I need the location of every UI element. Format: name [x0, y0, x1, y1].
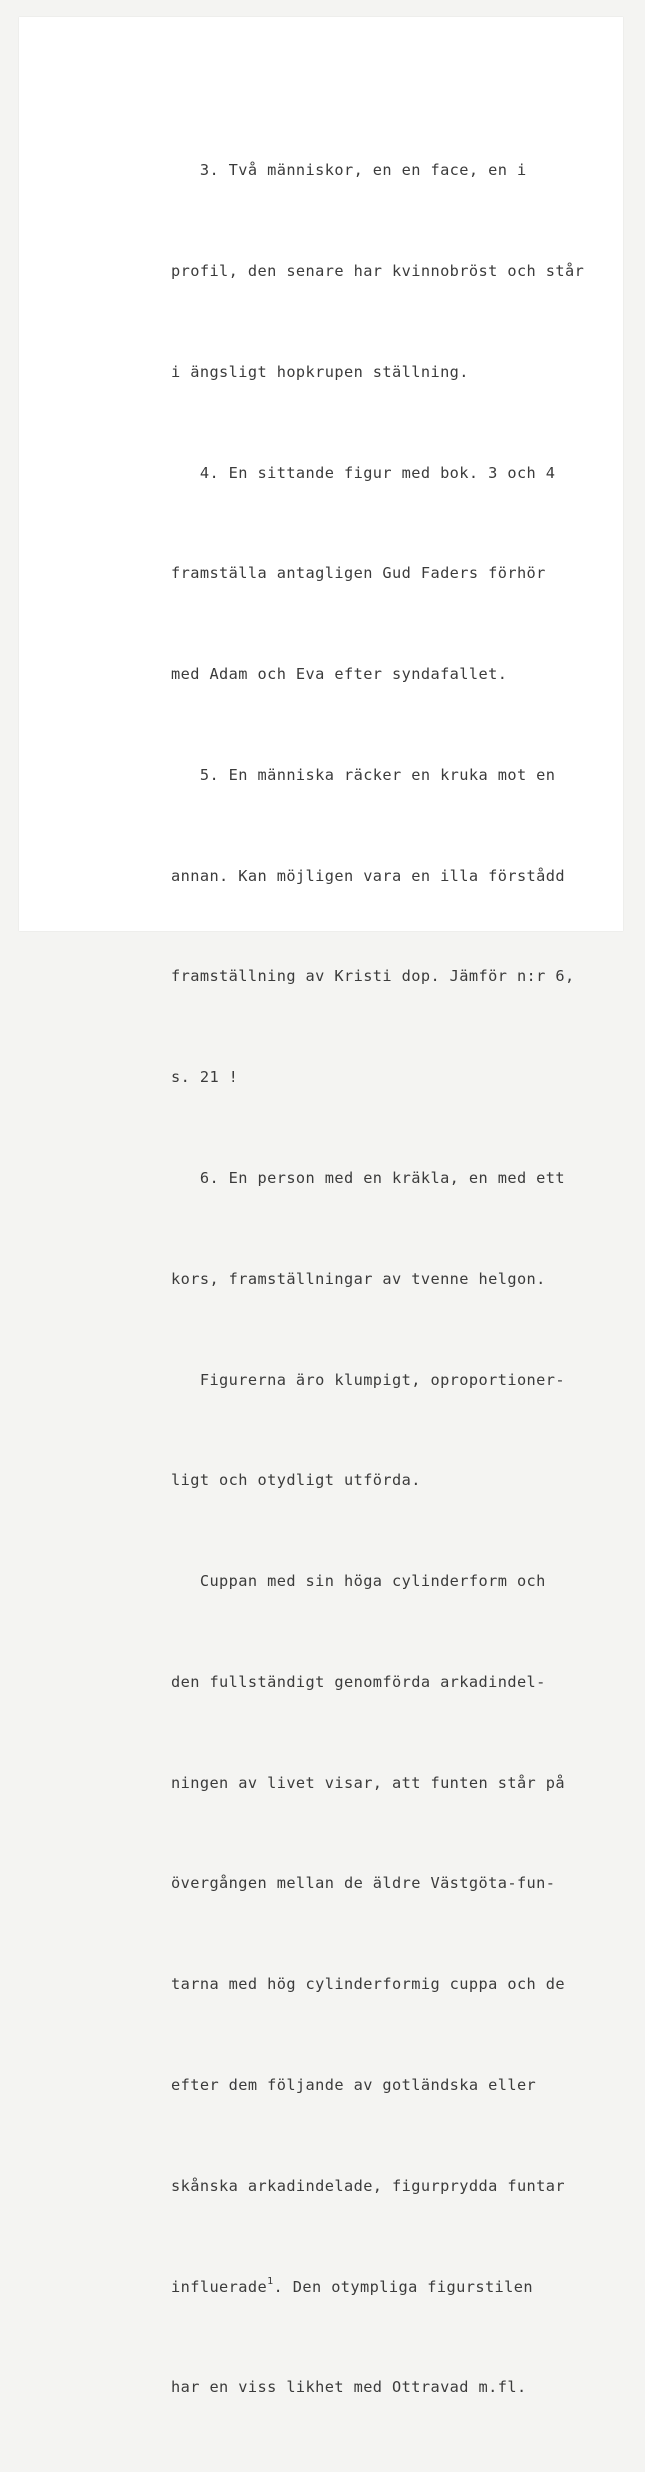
- text-line: framställning av Kristi dop. Jämför n:r 6,: [171, 967, 575, 986]
- text-line: efter dem följande av gotländska eller: [171, 2076, 537, 2095]
- text-line-with-footnote: [171, 2271, 611, 2305]
- text-line: ligt och otydligt utförda.: [171, 1471, 421, 1490]
- footnote-marker: 1: [267, 2275, 274, 2287]
- typewritten-text: [171, 87, 611, 2472]
- text-line: 4. En sittande figur med bok. 3 och 4: [171, 463, 556, 482]
- text-line: med Adam och Eva efter syndafallet.: [171, 665, 508, 684]
- text-segment: . Den otympliga figurstilen: [273, 2277, 533, 2296]
- text-segment: influerade: [171, 2277, 268, 2296]
- text-line: den fullständigt genomförda arkadindel-: [171, 1672, 546, 1691]
- text-line: profil, den senare har kvinnobröst och står: [171, 261, 585, 280]
- text-line: 3. Två människor, en en face, en i: [171, 161, 527, 180]
- text-line: 5. En människa räcker en kruka mot en: [171, 765, 556, 784]
- text-line: s. 21 !: [171, 1068, 239, 1087]
- text-line: tarna med hög cylinderformig cuppa och de: [171, 1975, 565, 1994]
- text-line: framställa antagligen Gud Faders förhör: [171, 564, 546, 583]
- text-line: har en viss likhet med Ottravad m.fl.: [171, 2378, 527, 2397]
- text-line: Figurerna äro klumpigt, oproportioner-: [171, 1370, 565, 1389]
- text-line: kors, framställningar av tvenne helgon.: [171, 1269, 546, 1288]
- paper-sheet: [19, 17, 623, 2397]
- text-line: annan. Kan möjligen vara en illa förstådd: [171, 866, 565, 885]
- text-line: Cuppan med sin höga cylinderform och: [171, 1572, 546, 1591]
- text-line: skånska arkadindelade, figurprydda funtar: [171, 2176, 565, 2195]
- text-line: övergången mellan de äldre Västgöta-fun-: [171, 1874, 556, 1893]
- text-line: 6. En person med en kräkla, en med ett: [171, 1169, 565, 1187]
- text-line: i ängsligt hopkrupen ställning.: [171, 362, 469, 381]
- text-line: ningen av livet visar, att funten står på: [171, 1773, 565, 1792]
